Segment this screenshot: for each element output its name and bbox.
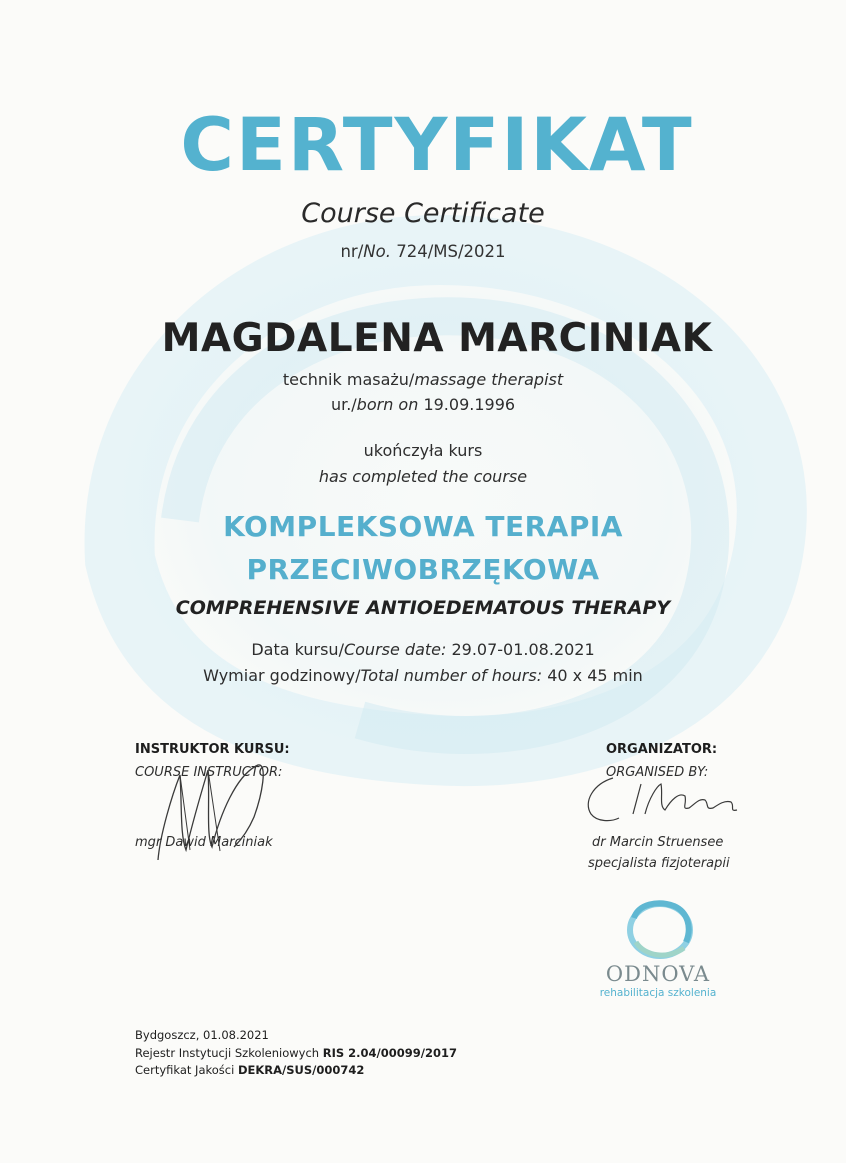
course-date-label-en: Course date: xyxy=(343,640,447,659)
footer-place-date: Bydgoszcz, 01.08.2021 xyxy=(135,1028,269,1042)
organizer-title: specjalista fizjoterapii xyxy=(588,856,730,871)
recipient-role-pl: technik masażu/ xyxy=(282,370,415,389)
course-date-value: 29.07-01.08.2021 xyxy=(446,640,595,659)
organizer-name: dr Marcin Struensee xyxy=(592,835,724,850)
course-title-pl-line2: PRZECIWOBRZĘKOWA xyxy=(246,553,600,586)
completion-text-pl: ukończyła kurs xyxy=(363,441,483,460)
instructor-name: mgr Dawid Marciniak xyxy=(135,835,273,850)
footer-quality-label: Certyfikat Jakości xyxy=(135,1063,238,1077)
completion-text-en: has completed the course xyxy=(318,467,528,486)
certificate-number-value: 724/MS/2021 xyxy=(390,242,506,261)
course-hours-value: 40 x 45 min xyxy=(542,666,643,685)
logo-name: ODNOVA xyxy=(605,962,711,986)
logo-tagline: rehabilitacja szkolenia xyxy=(599,987,717,999)
footer-register xyxy=(135,1046,457,1060)
footer-quality xyxy=(135,1063,364,1077)
recipient-born-en: born on xyxy=(356,395,419,414)
recipient-role xyxy=(0,370,846,389)
recipient-born-date: 19.09.1996 xyxy=(418,395,516,414)
recipient-name: MAGDALENA MARCINIAK xyxy=(161,316,713,361)
organizer-heading: ORGANIZATOR: xyxy=(606,742,718,757)
certificate-number-prefix-pl: nr/ xyxy=(340,242,364,261)
certificate-subtitle: Course Certificate xyxy=(301,198,545,229)
footer-quality-value: DEKRA/SUS/000742 xyxy=(237,1063,365,1077)
course-hours-label-pl: Wymiar godzinowy/ xyxy=(203,666,361,685)
instructor-heading: INSTRUKTOR KURSU: xyxy=(135,742,290,757)
organizer-heading-en: ORGANISED BY: xyxy=(606,765,709,780)
footer-register-label: Rejestr Instytucji Szkoleniowych xyxy=(135,1046,323,1060)
footer-register-value: RIS 2.04/00099/2017 xyxy=(322,1046,457,1060)
recipient-born-pl: ur./ xyxy=(330,395,357,414)
organizer-signature xyxy=(575,770,745,830)
course-title-en: COMPREHENSIVE ANTIOEDEMATOUS THERAPY xyxy=(175,597,671,619)
recipient-birth xyxy=(0,395,846,414)
course-date xyxy=(0,640,846,659)
certificate-title: CERTYFIKAT xyxy=(180,103,694,188)
course-date-label-pl: Data kursu/ xyxy=(251,640,344,659)
recipient-role-en: massage therapist xyxy=(414,370,564,389)
certificate-number-prefix-en: No. xyxy=(363,242,391,261)
instructor-heading-en: COURSE INSTRUCTOR: xyxy=(135,765,283,780)
course-hours xyxy=(0,666,846,685)
course-title-pl-line1: KOMPLEKSOWA TERAPIA xyxy=(223,510,623,543)
certificate-number xyxy=(0,242,846,261)
course-hours-label-en: Total number of hours: xyxy=(360,666,543,685)
